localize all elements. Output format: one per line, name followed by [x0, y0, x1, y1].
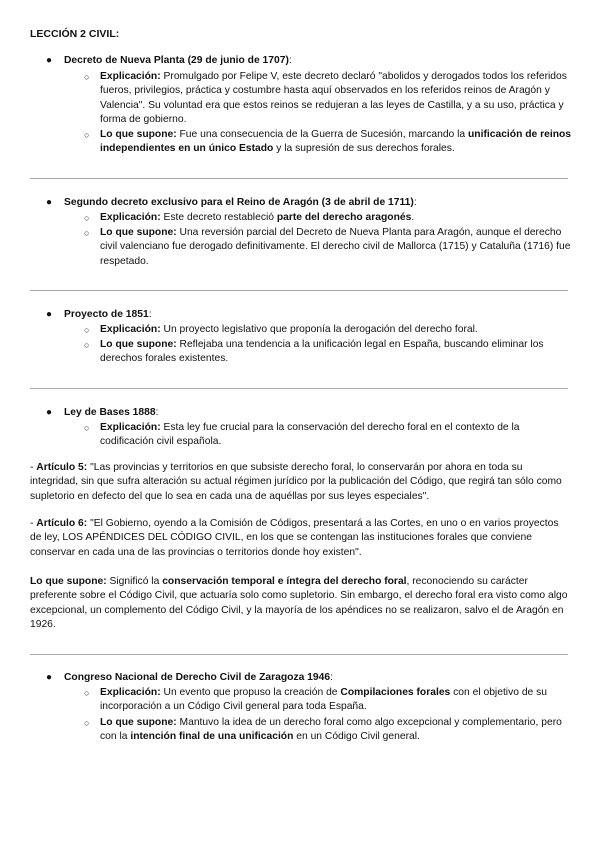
- divider: [30, 388, 568, 389]
- section-heading: Congreso Nacional de Derecho Civil de Zaragoza 1946:: [64, 672, 333, 683]
- articulo-6-paragraph: - Artículo 6: "El Gobierno, oyendo a la Comisión de Códigos, presentará a las Cortes, en uno o en varios proyectos de ley, LOS APÉNDICES DEL CÓDIGO CIVIL, en los que se contengan las instituciones forales que conviene conservar en cada una de las provincias o territorios donde hoy existen".: [30, 518, 559, 558]
- bullet-circle: ○: [84, 72, 90, 82]
- item-label: Lo que supone:: [30, 576, 107, 587]
- section-heading: Proyecto de 1851:: [64, 309, 152, 320]
- section-heading: Segundo decreto exclusivo para el Reino de Aragón (3 de abril de 1711):: [64, 197, 417, 208]
- explicacion-item: Explicación: Este decreto restableció parte del derecho aragonés.: [100, 212, 415, 223]
- bullet-circle: ○: [84, 228, 90, 238]
- section-heading: Ley de Bases 1888:: [64, 407, 159, 418]
- bullet-disc: ●: [46, 197, 53, 208]
- supone-item: Lo que supone: Una reversión parcial del Decreto de Nueva Planta para Aragón, aunque el derecho civil valenciano fue derogado definitivamente. El derecho civil de Mallorca (1715) y Cataluña (1716) fue respetado.: [100, 227, 571, 267]
- bullet-circle: ○: [84, 688, 90, 698]
- item-label: Explicación:: [100, 71, 161, 82]
- explicacion-item: Explicación: Un proyecto legislativo que proponía la derogación del derecho foral.: [100, 324, 478, 335]
- item-label: Lo que supone:: [100, 717, 177, 728]
- explicacion-item: Explicación: Promulgado por Felipe V, este decreto declaró "abolidos y derogados todos los referidos fueros, privilegios, práctica y costumbre hasta aquí observados en los referidos reinos de Aragón y Valencia". Su voluntad era que estos reinos se redujeran a las leyes de Castilla, y a su uso, práctica y forma de gobierno.: [100, 71, 567, 126]
- divider: [30, 654, 568, 655]
- heading-text: Decreto de Nueva Planta (29 de junio de 1707): [64, 55, 289, 66]
- heading-text: Ley de Bases 1888: [64, 407, 156, 418]
- item-label: Explicación:: [100, 687, 161, 698]
- heading-text: Segundo decreto exclusivo para el Reino de Aragón (3 de abril de 1711): [64, 197, 414, 208]
- bullet-disc: ●: [46, 309, 53, 320]
- heading-text: Congreso Nacional de Derecho Civil de Zaragoza 1946: [64, 672, 331, 683]
- bullet-disc: ●: [46, 407, 53, 418]
- explicacion-item: Explicación: Un evento que propuso la creación de Compilaciones forales con el objetivo de su incorporación a un Código Civil general para toda España.: [100, 687, 548, 713]
- item-label: Lo que supone:: [100, 339, 177, 350]
- bullet-circle: ○: [84, 213, 90, 223]
- divider: [30, 290, 568, 291]
- page-title: LECCIÓN 2 CIVIL:: [30, 28, 120, 40]
- bullet-disc: ●: [46, 672, 53, 683]
- item-label: Explicación:: [100, 422, 161, 433]
- supone-paragraph: Lo que supone: Significó la conservación temporal e íntegra del derecho foral, reconociendo su carácter preferente sobre el Código Civil, que actuaría solo como supletorio. Sin embargo, el derecho foral era visto como algo excepcional, un complemento del Código Civil, y la mayoría de los apéndices no se realizaron, salvo el de Aragón en 1926.: [30, 576, 568, 631]
- explicacion-item: Explicación: Esta ley fue crucial para la conservación del derecho foral en el contexto de la codificación civil española.: [100, 422, 520, 448]
- item-label: Lo que supone:: [100, 227, 177, 238]
- item-label: Explicación:: [100, 324, 161, 335]
- bullet-circle: ○: [84, 325, 90, 335]
- supone-item: Lo que supone: Mantuvo la idea de un derecho foral como algo excepcional y complementario, pero con la intención final de una unificación en un Código Civil general.: [100, 717, 562, 743]
- item-label: Explicación:: [100, 212, 161, 223]
- articulo-5-paragraph: - Artículo 5: "Las provincias y territorios en que subsiste derecho foral, lo conservarán por ahora en toda su integridad, sin que sufra alteración su actual régimen jurídico por la publicación del Código, que regirá tan sólo como supletorio en defecto del que lo sea en cada una de aquéllas por sus leyes especiales".: [30, 462, 562, 502]
- bullet-circle: ○: [84, 718, 90, 728]
- divider: [30, 178, 568, 179]
- heading-text: Proyecto de 1851: [64, 309, 149, 320]
- bullet-disc: ●: [46, 55, 53, 66]
- item-label: Artículo 5:: [36, 462, 88, 473]
- bullet-circle: ○: [84, 340, 90, 350]
- bullet-circle: ○: [84, 130, 90, 140]
- item-label: Artículo 6:: [36, 518, 88, 529]
- supone-item: Lo que supone: Fue una consecuencia de la Guerra de Sucesión, marcando la unificación de reinos independientes en un único Estado y la supresión de sus derechos forales.: [100, 129, 572, 155]
- supone-item: Lo que supone: Reflejaba una tendencia a la unificación legal en España, buscando eliminar los derechos forales existentes.: [100, 339, 544, 365]
- item-label: Lo que supone:: [100, 129, 177, 140]
- bullet-circle: ○: [84, 423, 90, 433]
- section-heading: Decreto de Nueva Planta (29 de junio de 1707):: [64, 55, 292, 66]
